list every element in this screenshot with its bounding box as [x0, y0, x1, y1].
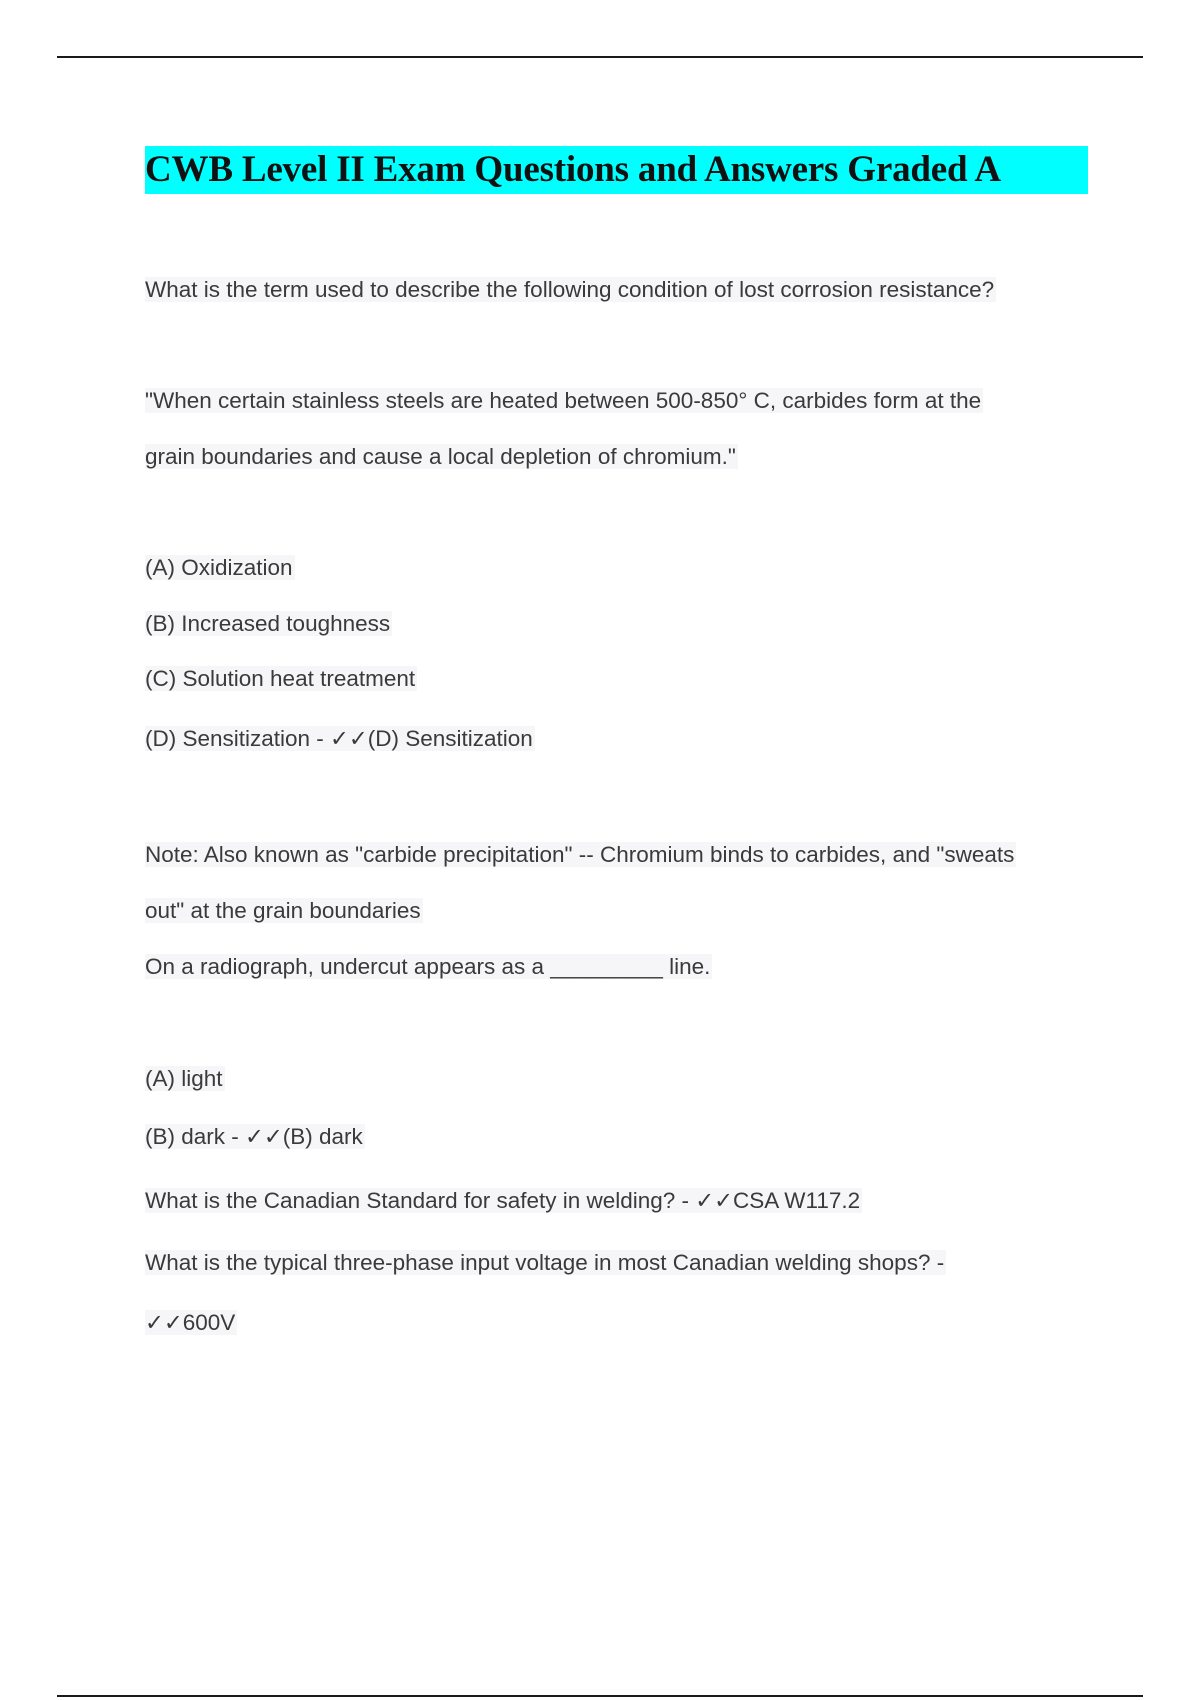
note-line-2: out" at the grain boundaries [145, 898, 421, 923]
q2-option-b-answer: (B) dark - ✓✓(B) dark [145, 1124, 363, 1149]
question-1-text: What is the term used to describe the following condition of lost corrosion resistance? [145, 277, 995, 302]
q2-option-a: (A) light [145, 1066, 223, 1091]
question-4-text: What is the typical three-phase input voltage in most Canadian welding shops? - [145, 1250, 945, 1275]
option-a: (A) Oxidization [145, 555, 293, 580]
question-4-answer: ✓✓600V [145, 1310, 236, 1335]
question-2-text: On a radiograph, undercut appears as a _________ line. [145, 954, 711, 979]
quote-line-1: "When certain stainless steels are heated between 500-850° C, carbides form at the [145, 388, 982, 413]
option-b: (B) Increased toughness [145, 611, 391, 636]
question-3-answer: What is the Canadian Standard for safety in welding? - ✓✓CSA W117.2 [145, 1188, 861, 1213]
document-title: CWB Level II Exam Questions and Answers Graded A [145, 146, 1088, 194]
header-rule [57, 56, 1143, 58]
option-d-answer: (D) Sensitization - ✓✓(D) Sensitization [145, 726, 533, 751]
option-c: (C) Solution heat treatment [145, 666, 416, 691]
note-line-1: Note: Also known as "carbide precipitation" -- Chromium binds to carbides, and "sweats [145, 842, 1015, 867]
quote-line-2: grain boundaries and cause a local depletion of chromium." [145, 444, 736, 469]
footer-rule [57, 1695, 1143, 1697]
